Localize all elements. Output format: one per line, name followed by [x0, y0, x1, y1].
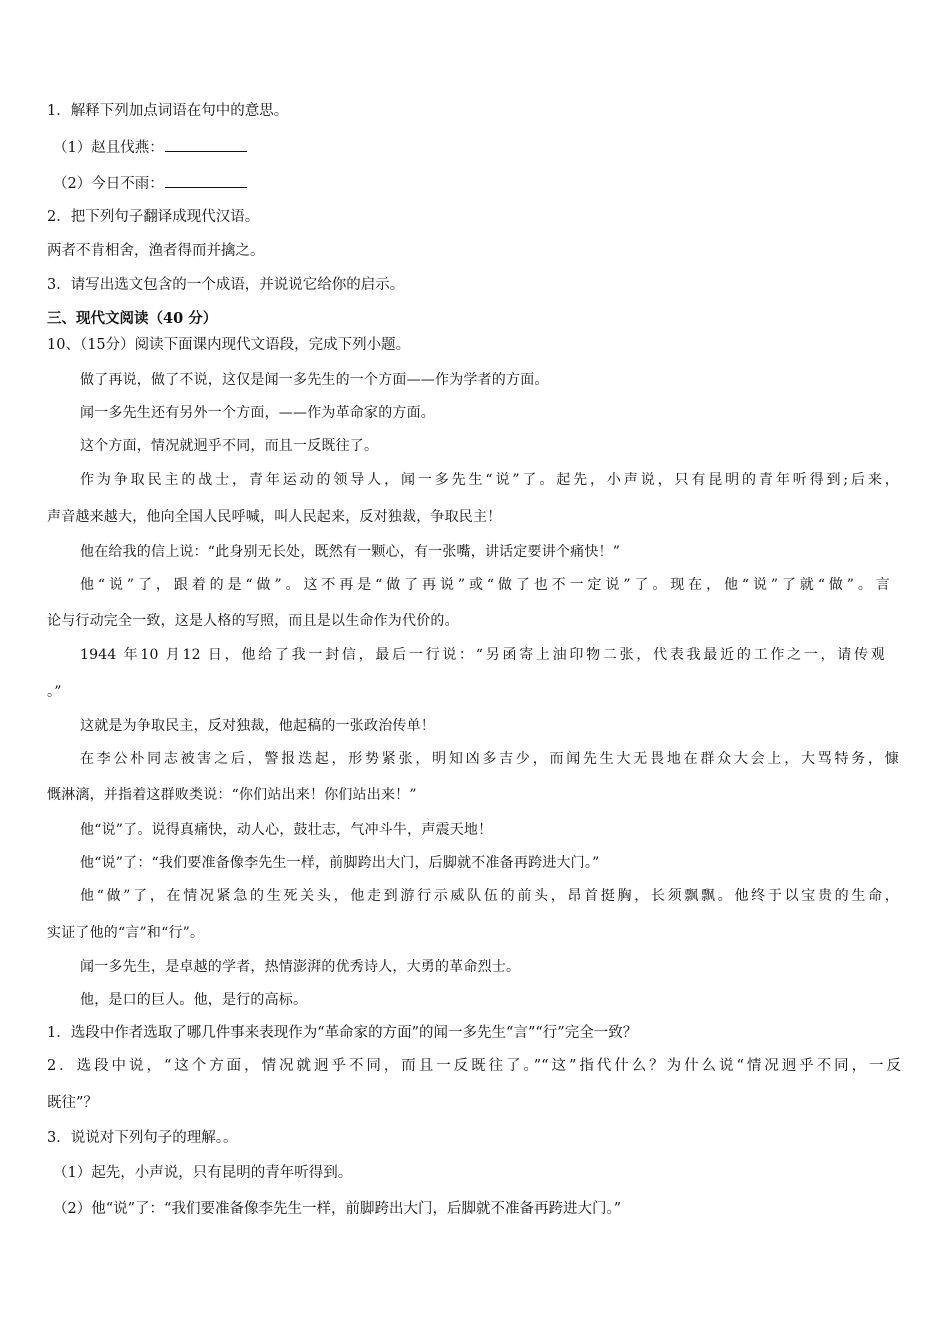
passage-paragraph: 闻一多先生还有另外一个方面，——作为革命家的方面。 — [80, 405, 435, 421]
passage-paragraph: 闻一多先生，是卓越的学者，热情澎湃的优秀诗人，大勇的革命烈士。 — [80, 959, 521, 975]
question-1-sub-1-text: （1）赵且伐燕： — [53, 140, 164, 156]
question-3: 3．请写出选文包含的一个成语，并说说它给你的启示。 — [47, 277, 405, 293]
passage-paragraph: 作为争取民主的战士，青年运动的领导人，闻一多先生“说”了。起先，小声说，只有昆明的青年听得到;后来， — [80, 472, 899, 488]
passage-paragraph: 这个方面，情况就迥乎不同，而且一反既往了。 — [80, 438, 379, 454]
passage-paragraph: 这就是为争取民主，反对独裁，他起稿的一张政治传单！ — [80, 718, 435, 734]
passage-paragraph: 他“说”了：“我们要准备像李先生一样，前脚跨出大门，后脚就不准备再跨进大门。” — [80, 855, 600, 871]
reading-question-2: 2．选段中说，“这个方面，情况就迥乎不同，而且一反既往了。”“这”指代什么？为什么说“情况迥乎不同，一反 — [47, 1058, 901, 1074]
question-2-sentence: 两者不肯相舍，渔者得而并擒之。 — [47, 243, 265, 259]
passage-paragraph: 在李公朴同志被害之后，警报迭起，形势紧张，明知凶多吉少，而闻先生大无畏地在群众大会上，大骂特务，慷 — [80, 751, 899, 767]
passage-paragraph: 他在给我的信上说：“此身别无长处，既然有一颗心，有一张嘴，讲话定要讲个痛快！” — [80, 544, 621, 560]
passage-paragraph-cont: 慨淋漓，并指着这群败类说：“你们站出来！你们站出来！” — [47, 787, 417, 803]
passage-paragraph-cont: 声音越来越大，他向全国人民呼喊，叫人民起来，反对独裁，争取民主！ — [47, 509, 502, 525]
passage-paragraph: 他“做”了，在情况紧急的生死关头，他走到游行示威队伍的前头，昂首挺胸，长须飘飘。他终于以宝贵的生命， — [80, 888, 899, 904]
question-10-intro: 10、（15分）阅读下面课内现代文语段，完成下列小题。 — [47, 337, 411, 353]
question-1-sub-2 — [53, 173, 909, 193]
reading-question-3: 3．说说对下列句子的理解。。 — [47, 1130, 238, 1146]
reading-question-1: 1．选段中作者选取了哪几件事来表现作为“革命家的方面”的闻一多先生“言”“行”完全一致？ — [47, 1025, 638, 1041]
question-1-sub-2-text: （2）今日不雨： — [53, 176, 164, 192]
passage-paragraph: 他“说”了。说得真痛快，动人心，鼓壮志，气冲斗牛，声震天地！ — [80, 822, 493, 838]
reading-question-3-sub-1: （1）起先，小声说，只有昆明的青年听得到。 — [53, 1165, 353, 1181]
passage-paragraph: 做了再说，做了不说，这仅是闻一多先生的一个方面——作为学者的方面。 — [80, 372, 549, 388]
passage-paragraph-cont: 实证了他的“言”和“行”。 — [47, 925, 205, 941]
passage-paragraph-cont: 论与行动完全一致，这是人格的写照，而且是以生命作为代价的。 — [47, 613, 459, 629]
reading-question-2-cont: 既往”？ — [47, 1095, 98, 1111]
question-2: 2．把下列句子翻译成现代汉语。 — [47, 209, 260, 225]
section-title: 三、现代文阅读（40 分） — [47, 310, 218, 327]
passage-paragraph: 他，是口的巨人。他，是行的高标。 — [80, 992, 308, 1008]
passage-paragraph-cont: 。” — [47, 684, 62, 700]
answer-blank[interactable] — [165, 173, 247, 188]
reading-question-3-sub-2: （2）他“说”了：“我们要准备像李先生一样，前脚跨出大门，后脚就不准备再跨进大门。” — [53, 1201, 622, 1217]
answer-blank[interactable] — [165, 137, 247, 152]
passage-paragraph: 1944 年10 月12 日，他给了我一封信，最后一行说：“另函寄上油印物二张，代表我最近的工作之一，请传观 — [80, 647, 885, 663]
question-1: 1．解释下列加点词语在句中的意思。 — [47, 103, 289, 119]
passage-paragraph: 他“说”了，跟着的是“做”。这不再是“做了再说”或“做了也不一定说”了。现在，他“说”了就“做”。言 — [80, 577, 890, 593]
question-1-sub-1 — [53, 137, 909, 157]
